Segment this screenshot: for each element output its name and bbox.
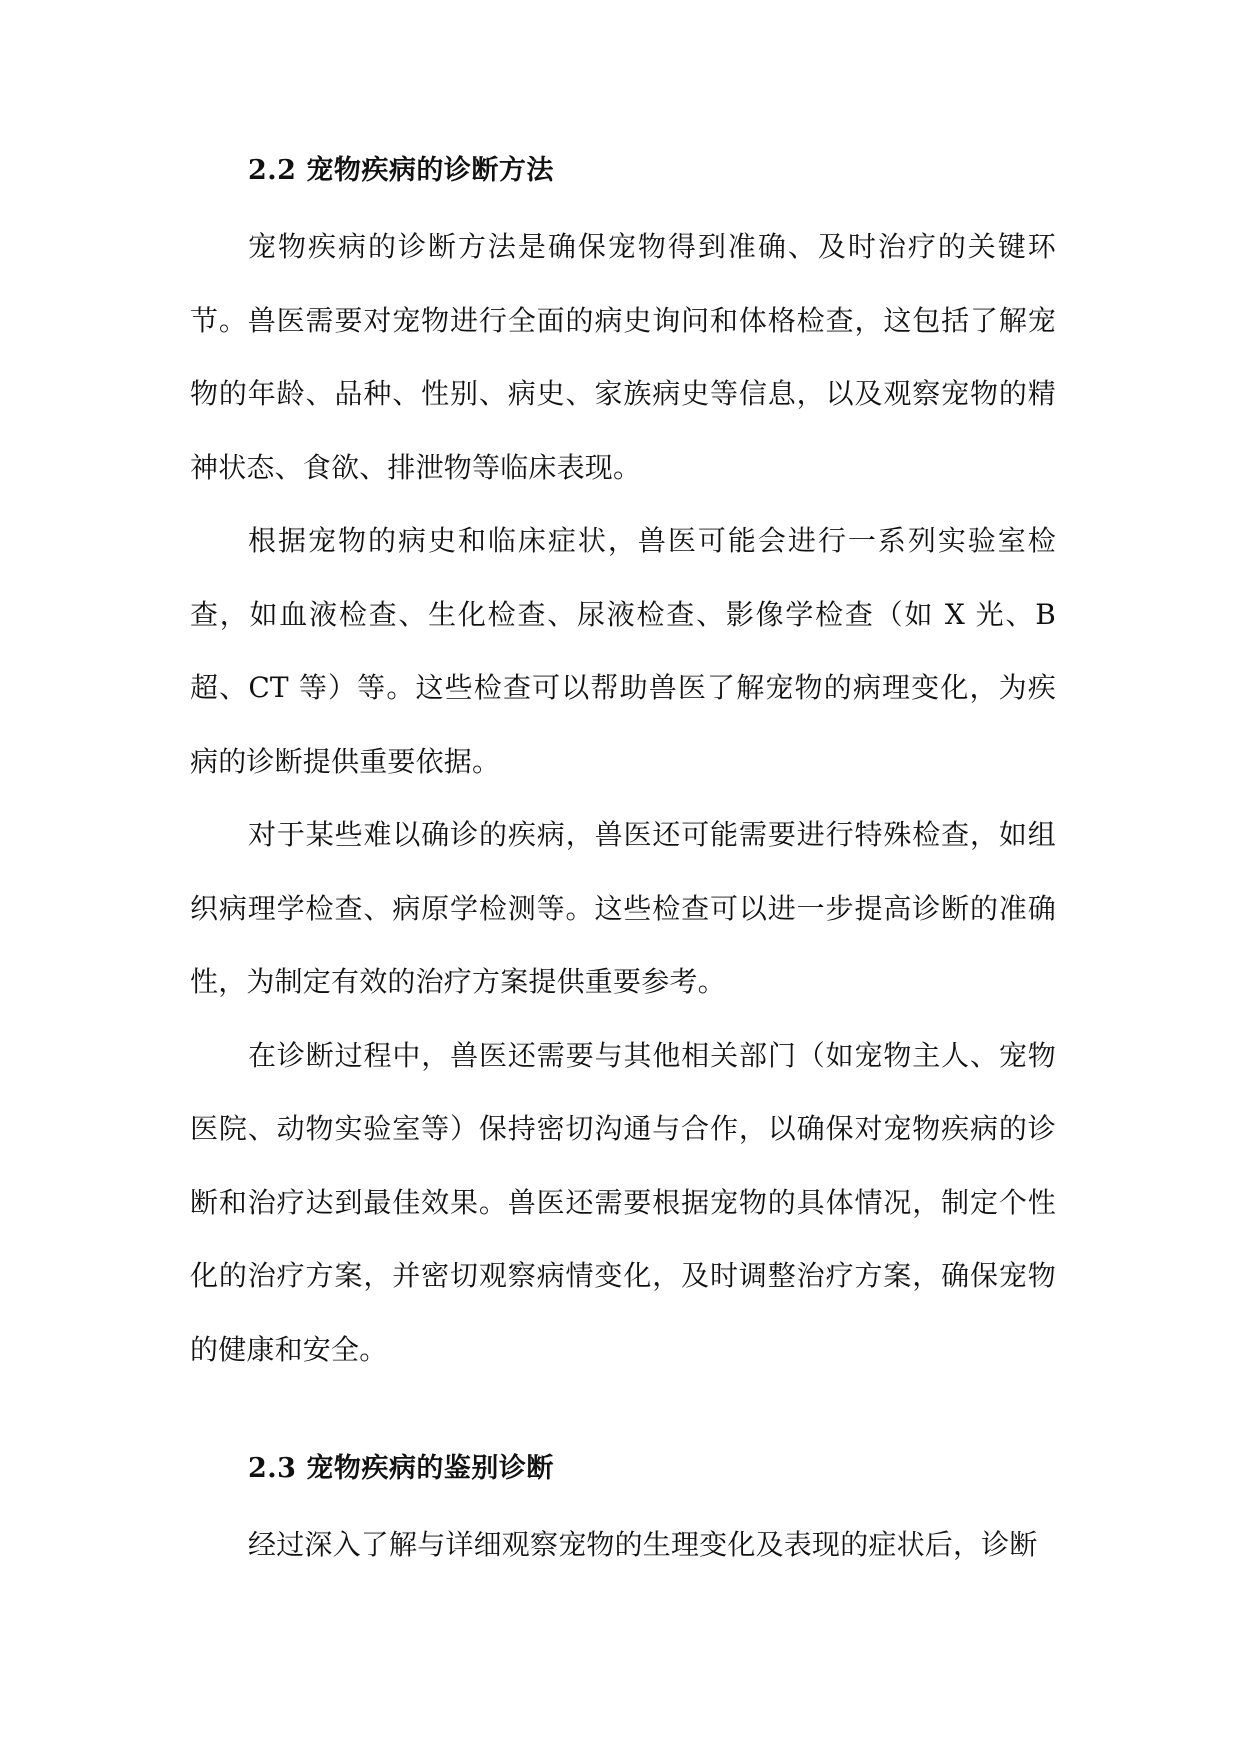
paragraph: 根据宠物的病史和临床症状，兽医可能会进行一系列实验室检查，如血液检查、生化检查、尿液检查、影像学检查（如 X 光、B 超、CT 等）等。这些检查可以帮助兽医了解宠物的病理变化，为疾病的诊断提供重要依据。 [190,524,1056,778]
section-heading-2-3: 2.3 宠物疾病的鉴别诊断 [248,1453,554,1484]
paragraph: 经过深入了解与详细观察宠物的生理变化及表现的症状后，诊断 [248,1528,1038,1561]
paragraph: 对于某些难以确诊的疾病，兽医还可能需要进行特殊检查，如组织病理学检查、病原学检测等。这些检查可以进一步提高诊断的准确性，为制定有效的治疗方案提供重要参考。 [190,818,1056,998]
paragraph: 在诊断过程中，兽医还需要与其他相关部门（如宠物主人、宠物医院、动物实验室等）保持密切沟通与合作，以确保对宠物疾病的诊断和治疗达到最佳效果。兽医还需要根据宠物的具体情况，制定个性化的治疗方案，并密切观察病情变化，及时调整治疗方案，确保宠物的健康和安全。 [190,1038,1056,1366]
document-body [190,146,1056,1582]
section-heading-2-2: 2.2 宠物疾病的诊断方法 [248,155,554,186]
paragraph: 宠物疾病的诊断方法是确保宠物得到准确、及时治疗的关键环节。兽医需要对宠物进行全面的病史询问和体格检查，这包括了解宠物的年龄、品种、性别、病史、家族病史等信息，以及观察宠物的精神状态、食欲、排泄物等临床表现。 [190,230,1056,484]
